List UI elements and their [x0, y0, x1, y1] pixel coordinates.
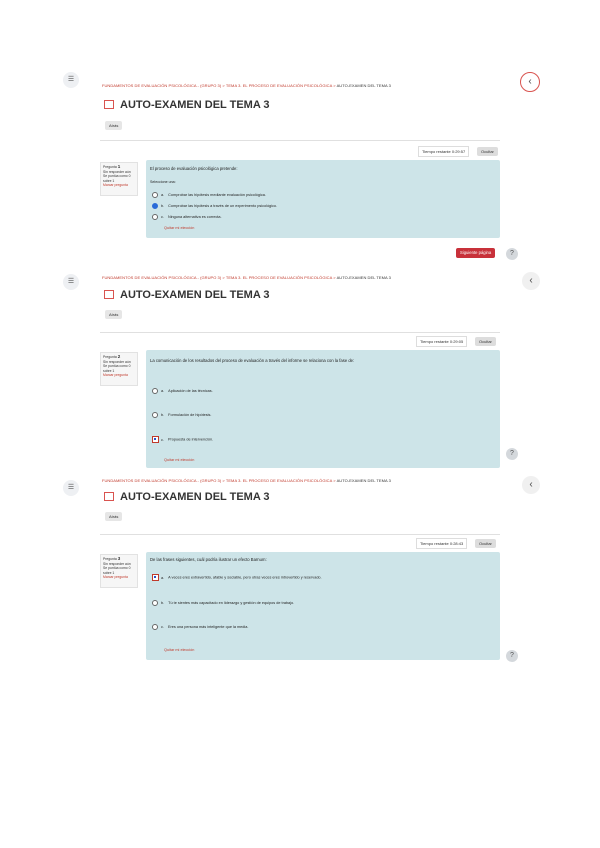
question-number: 2	[117, 354, 121, 359]
screenshot-1	[67, 70, 540, 270]
timer: Tiempo restante 0:29:57	[418, 146, 469, 157]
question-info	[100, 162, 138, 196]
timer: Tiempo restante 0:28:43	[416, 538, 467, 549]
question-mark-icon[interactable]: ?	[506, 650, 518, 662]
hide-timer-button[interactable]: Ocultar	[475, 539, 496, 548]
question-label: Pregunta	[103, 557, 117, 561]
quiz-icon	[104, 290, 114, 299]
option-letter: b.	[161, 204, 165, 208]
question-mark-icon[interactable]: ?	[506, 248, 518, 260]
question-points: Se puntúa como 0 sobre 1	[103, 174, 131, 183]
page-title-text: AUTO-EXAMEN DEL TEMA 3	[120, 99, 270, 111]
page-title-text: AUTO-EXAMEN DEL TEMA 3	[120, 491, 270, 503]
option-b[interactable]	[152, 412, 211, 418]
breadcrumb	[102, 275, 391, 280]
breadcrumb-path[interactable]: FUNDAMENTOS DE EVALUACIÓN PSICOLÓGICA - (GRUPO 3) > TEMA 3. EL PROCESO DE EVALUACIÓN PSICOLÓGICA >	[102, 83, 336, 88]
hamburger-icon[interactable]: ☰	[63, 72, 79, 88]
page-title	[104, 289, 270, 301]
checkbox-c[interactable]	[152, 436, 159, 443]
quiz-icon	[104, 492, 114, 501]
breadcrumb	[102, 478, 391, 483]
radio-c[interactable]	[152, 214, 158, 220]
clear-choice-link[interactable]: Quitar mi elección	[164, 458, 195, 462]
option-text: Comprobar las hipótesis a través de un experimento psicológico.	[168, 204, 278, 208]
option-letter: c.	[161, 215, 164, 219]
question-label: Pregunta	[103, 355, 117, 359]
back-button[interactable]: Atrás	[105, 121, 122, 130]
breadcrumb-path[interactable]: FUNDAMENTOS DE EVALUACIÓN PSICOLÓGICA - (GRUPO 3) > TEMA 3. EL PROCESO DE EVALUACIÓN PSICOLÓGICA >	[102, 478, 336, 483]
option-b[interactable]	[152, 203, 277, 209]
quiz-icon	[104, 100, 114, 109]
option-letter: a.	[161, 575, 165, 580]
option-c[interactable]	[152, 214, 222, 220]
option-a[interactable]	[152, 388, 213, 394]
clear-choice-link[interactable]: Quitar mi elección	[164, 226, 195, 230]
select-label: Seleccione una:	[150, 180, 176, 184]
radio-a[interactable]	[152, 192, 158, 198]
question-points: Se puntúa como 0 sobre 1	[103, 364, 131, 373]
back-button[interactable]: Atrás	[105, 512, 122, 521]
divider	[100, 534, 500, 535]
option-letter: b.	[161, 413, 165, 417]
question-text: De las frases siguientes, cuál podría ilustrar un efecto Barnum:	[150, 557, 267, 562]
flag-question-link[interactable]: Marcar pregunta	[103, 183, 128, 187]
chevron-left-icon[interactable]: ‹	[522, 272, 540, 290]
question-mark-icon[interactable]: ?	[506, 448, 518, 460]
question-status: Sin responder aún	[103, 359, 131, 364]
question-number: 3	[117, 556, 121, 561]
breadcrumb	[102, 83, 391, 88]
option-b[interactable]	[152, 600, 294, 606]
page-title-text: AUTO-EXAMEN DEL TEMA 3	[120, 289, 270, 301]
radio-c[interactable]	[152, 624, 158, 630]
radio-b[interactable]	[152, 600, 158, 606]
divider	[100, 140, 500, 141]
option-letter: c.	[161, 625, 164, 629]
option-letter: c.	[161, 437, 164, 442]
breadcrumb-current: AUTO-EXAMEN DEL TEMA 3	[336, 478, 391, 483]
flag-question-link[interactable]: Marcar pregunta	[103, 575, 128, 579]
question-box	[146, 552, 500, 660]
screenshot-3	[67, 474, 540, 674]
option-c[interactable]	[152, 624, 248, 630]
back-button[interactable]: Atrás	[105, 310, 122, 319]
flag-question-link[interactable]: Marcar pregunta	[103, 373, 128, 377]
timer: Tiempo restante 0:29:05	[416, 336, 467, 347]
option-text: Comprobar las hipótesis mediante evaluación psicológica.	[168, 193, 266, 197]
option-text: A veces eres extravertido, afable y sociable, pero otras veces eres introvertido y reservado.	[168, 575, 322, 580]
hide-timer-button[interactable]: Ocultar	[475, 337, 496, 346]
chevron-left-icon[interactable]: ‹	[522, 476, 540, 494]
next-page-button[interactable]: Siguiente página	[456, 248, 495, 258]
hide-timer-button[interactable]: Ocultar	[477, 147, 498, 156]
question-text: La comunicación de los resultados del proceso de evaluación a través del informe se relaciona con la fase de:	[150, 358, 355, 363]
option-text: Aplicación de las técnicas.	[168, 389, 213, 393]
option-text: Ninguna alternativa es correcta.	[167, 215, 222, 219]
question-text: El proceso de evaluación psicológica pretende:	[150, 166, 238, 171]
page-title	[104, 491, 270, 503]
page-title	[104, 99, 270, 111]
chevron-left-icon[interactable]: ‹	[520, 72, 540, 92]
hamburger-icon[interactable]: ☰	[63, 480, 79, 496]
checkbox-a[interactable]	[152, 574, 159, 581]
option-text: Eres una persona más inteligente que la media.	[167, 625, 249, 629]
breadcrumb-current: AUTO-EXAMEN DEL TEMA 3	[336, 275, 391, 280]
option-text: Formulación de hipótesis.	[168, 413, 212, 417]
screenshot-2	[67, 272, 540, 472]
hamburger-icon[interactable]: ☰	[63, 274, 79, 290]
question-info	[100, 554, 138, 588]
question-status: Sin responder aún	[103, 169, 131, 174]
option-text: Tú te sientes más capacitado en liderazgo y gestión de equipos de trabajo.	[168, 601, 295, 605]
question-points: Se puntúa como 0 sobre 1	[103, 566, 131, 575]
breadcrumb-path[interactable]: FUNDAMENTOS DE EVALUACIÓN PSICOLÓGICA - (GRUPO 3) > TEMA 3. EL PROCESO DE EVALUACIÓN PSICOLÓGICA >	[102, 275, 336, 280]
option-letter: b.	[161, 601, 165, 605]
radio-b[interactable]	[152, 203, 158, 209]
option-c[interactable]	[152, 436, 213, 443]
radio-b[interactable]	[152, 412, 158, 418]
question-box	[146, 350, 500, 468]
radio-a[interactable]	[152, 388, 158, 394]
question-info	[100, 352, 138, 386]
option-text: Propuesta de intervención.	[167, 437, 214, 442]
question-status: Sin responder aún	[103, 561, 131, 566]
question-box	[146, 160, 500, 238]
option-letter: a.	[161, 193, 165, 197]
breadcrumb-current: AUTO-EXAMEN DEL TEMA 3	[336, 83, 391, 88]
option-a[interactable]	[152, 574, 322, 581]
option-a[interactable]	[152, 192, 266, 198]
clear-choice-link[interactable]: Quitar mi elección	[164, 648, 195, 652]
option-letter: a.	[161, 389, 165, 393]
question-number: 1	[117, 164, 121, 169]
divider	[100, 332, 500, 333]
question-label: Pregunta	[103, 165, 117, 169]
